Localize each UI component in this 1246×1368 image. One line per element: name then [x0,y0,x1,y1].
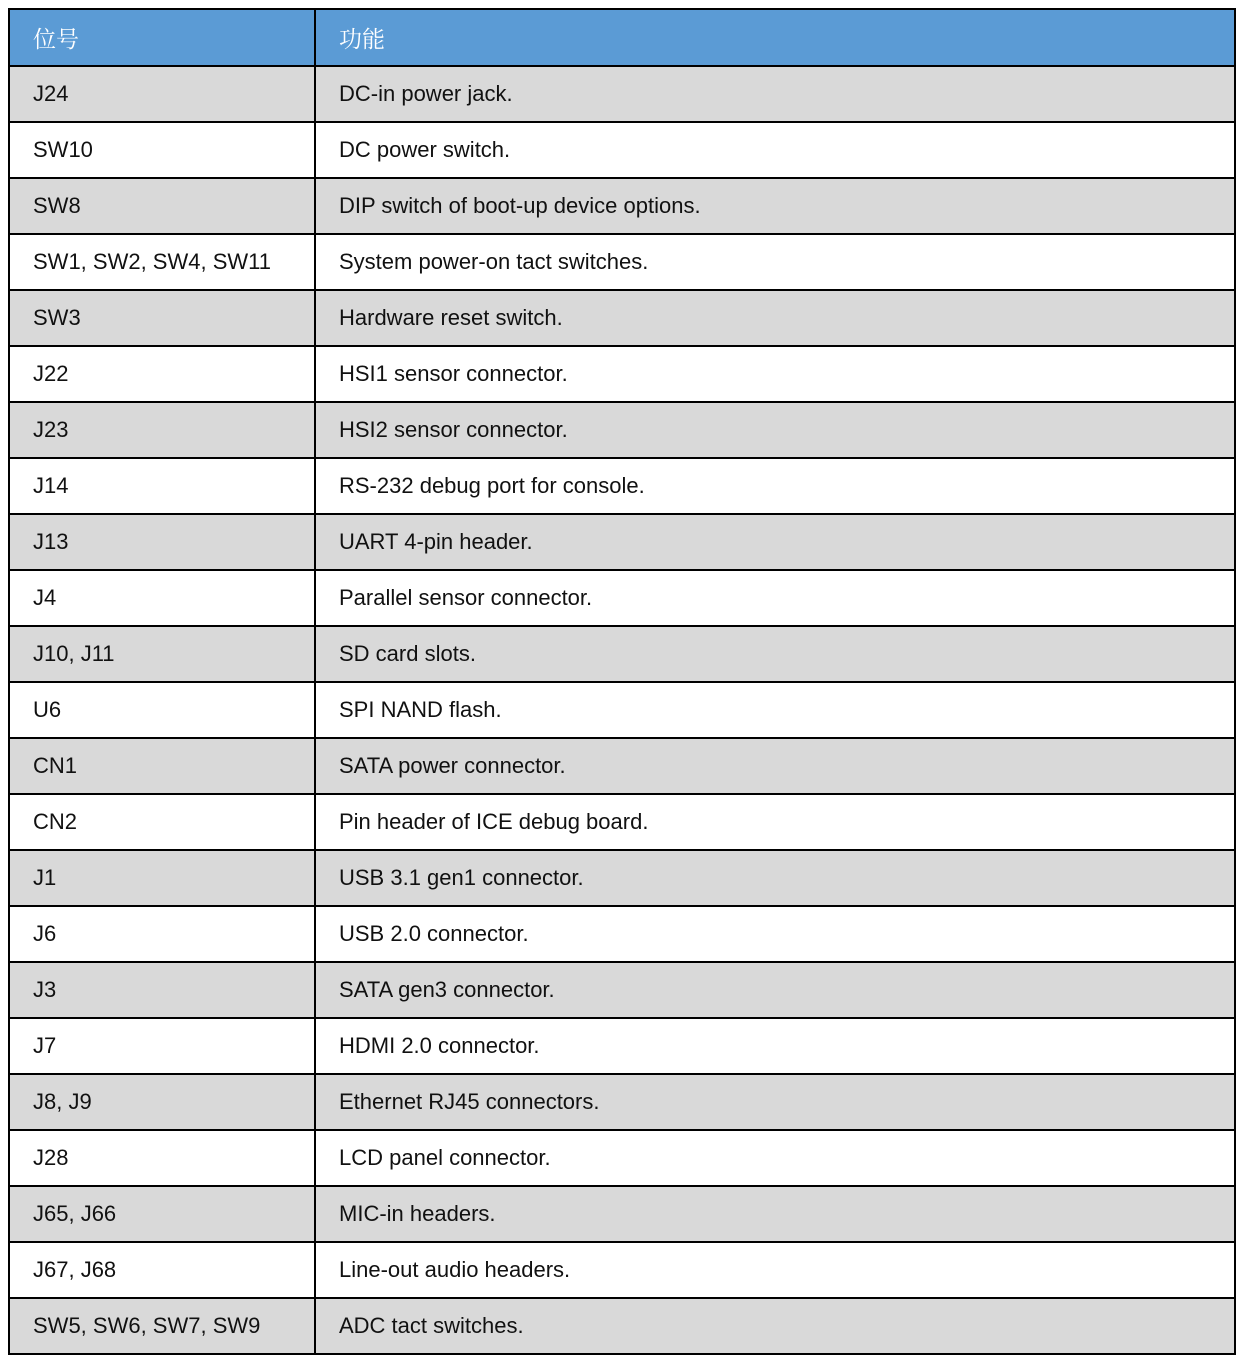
cell-function: DIP switch of boot-up device options. [315,178,1235,234]
cell-function: HSI1 sensor connector. [315,346,1235,402]
table-row [9,682,1235,738]
cell-ref: J22 [9,346,315,402]
cell-ref: J28 [9,1130,315,1186]
cell-function: Parallel sensor connector. [315,570,1235,626]
table-row [9,794,1235,850]
table-row [9,290,1235,346]
cell-ref: J67, J68 [9,1242,315,1298]
cell-ref: J7 [9,1018,315,1074]
table-row [9,122,1235,178]
table-row [9,458,1235,514]
table-row [9,1186,1235,1242]
cell-function: RS-232 debug port for console. [315,458,1235,514]
cell-ref: SW5, SW6, SW7, SW9 [9,1298,315,1354]
table-row [9,178,1235,234]
cell-function: Line-out audio headers. [315,1242,1235,1298]
table-header-row [9,9,1235,66]
cell-ref: SW1, SW2, SW4, SW11 [9,234,315,290]
cell-function: DC power switch. [315,122,1235,178]
table-row [9,906,1235,962]
table-row [9,850,1235,906]
cell-function: MIC-in headers. [315,1186,1235,1242]
cell-ref: J8, J9 [9,1074,315,1130]
cell-ref: J1 [9,850,315,906]
table-row [9,1130,1235,1186]
table-row [9,1298,1235,1354]
cell-ref: J3 [9,962,315,1018]
cell-ref: J24 [9,66,315,122]
cell-function: ADC tact switches. [315,1298,1235,1354]
table-row [9,514,1235,570]
cell-ref: SW8 [9,178,315,234]
cell-function: SD card slots. [315,626,1235,682]
table-row [9,1018,1235,1074]
table-row [9,570,1235,626]
component-function-table [8,8,1236,1355]
table-row [9,402,1235,458]
table-row [9,346,1235,402]
cell-function: Pin header of ICE debug board. [315,794,1235,850]
table-row [9,234,1235,290]
cell-ref: SW10 [9,122,315,178]
table-row [9,1242,1235,1298]
cell-function: System power-on tact switches. [315,234,1235,290]
cell-function: SPI NAND flash. [315,682,1235,738]
cell-ref: CN1 [9,738,315,794]
table-row [9,66,1235,122]
cell-ref: J4 [9,570,315,626]
table-row [9,626,1235,682]
cell-ref: J23 [9,402,315,458]
cell-function: LCD panel connector. [315,1130,1235,1186]
cell-ref: CN2 [9,794,315,850]
cell-ref: J10, J11 [9,626,315,682]
table-row [9,1074,1235,1130]
cell-ref: J6 [9,906,315,962]
header-function: 功能 [315,9,1235,66]
cell-ref: U6 [9,682,315,738]
cell-function: HDMI 2.0 connector. [315,1018,1235,1074]
cell-function: USB 2.0 connector. [315,906,1235,962]
cell-function: Hardware reset switch. [315,290,1235,346]
cell-function: DC-in power jack. [315,66,1235,122]
cell-ref: J14 [9,458,315,514]
cell-ref: J13 [9,514,315,570]
cell-ref: J65, J66 [9,1186,315,1242]
cell-function: USB 3.1 gen1 connector. [315,850,1235,906]
table-body [9,66,1235,1354]
header-ref: 位号 [9,9,315,66]
cell-function: Ethernet RJ45 connectors. [315,1074,1235,1130]
cell-function: HSI2 sensor connector. [315,402,1235,458]
cell-function: SATA gen3 connector. [315,962,1235,1018]
cell-function: SATA power connector. [315,738,1235,794]
table-row [9,962,1235,1018]
cell-ref: SW3 [9,290,315,346]
cell-function: UART 4-pin header. [315,514,1235,570]
table-row [9,738,1235,794]
